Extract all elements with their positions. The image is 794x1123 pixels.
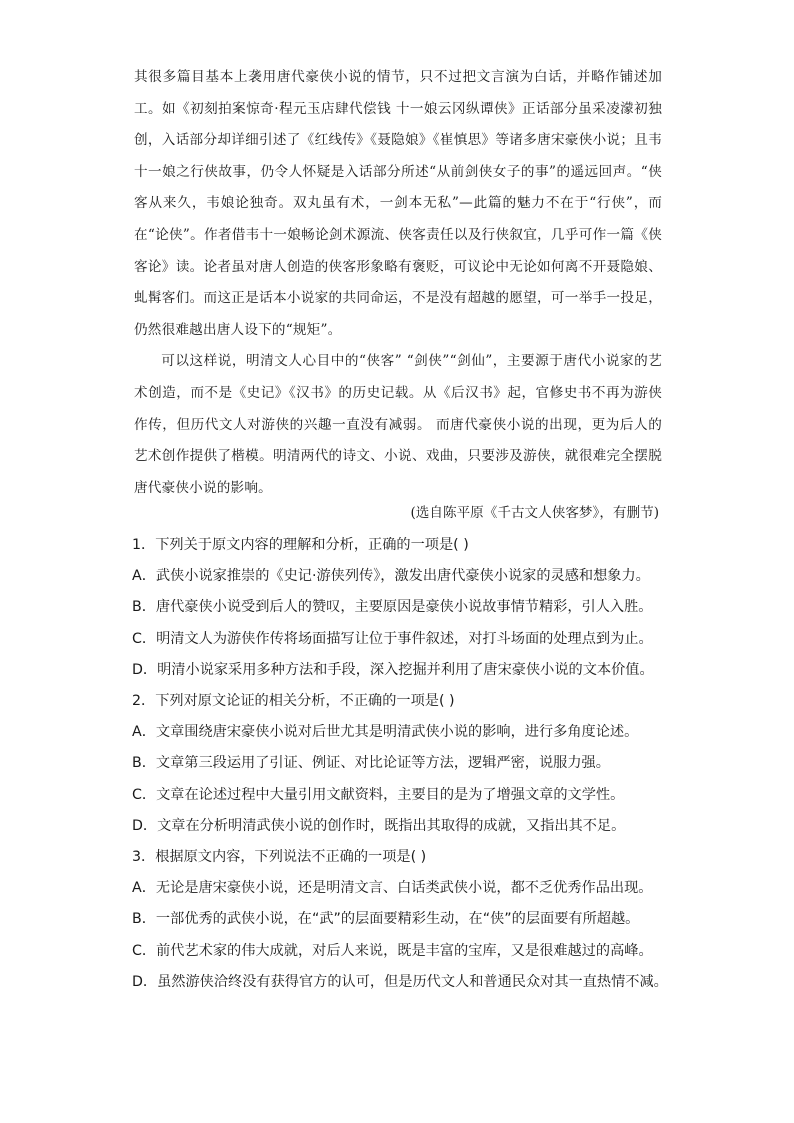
answer-option[interactable]: D．虽然游侠洽终没有获得官方的认可，但是历代文人和普通民众对其一直热情不减。 — [132, 973, 668, 990]
answer-option[interactable]: B．唐代豪侠小说受到后人的赞叹，主要原因是豪侠小说故事情节精彩，引人入胜。 — [132, 599, 653, 616]
question-list — [132, 530, 672, 998]
answer-option[interactable]: A．武侠小说家推崇的《史记·游侠列传》，激发出唐代豪侠小说家的灵感和想象力。 — [132, 568, 650, 585]
question-stem: 3．根据原文内容，下列说法不正确的一项是( ) — [132, 849, 427, 866]
passage-source: (选自陈平原《千古文人侠客梦》，有删节) — [410, 505, 659, 521]
answer-option[interactable]: C．文章在论述过程中大量引用文献资料，主要目的是为了增强文章的文学性。 — [132, 786, 625, 803]
answer-option[interactable]: D．明清小说家采用多种方法和手段，深入挖掘并利用了唐宋豪侠小说的文本价值。 — [132, 661, 654, 678]
answer-option[interactable]: A．文章围绕唐宋豪侠小说对后世尤其是明清武侠小说的影响，进行多角度论述。 — [132, 724, 639, 741]
question-block — [132, 686, 672, 842]
answer-option[interactable]: C．明清文人为游侠作传将场面描写让位于事件叙述，对打斗场面的处理点到为止。 — [132, 630, 653, 647]
question-stem: 1．下列关于原文内容的理解和分析，正确的一项是( ) — [132, 537, 469, 553]
answer-option[interactable]: A．无论是唐宋豪侠小说，还是明清文言、白话类武侠小说，都不乏优秀作品出现。 — [132, 880, 653, 897]
answer-option[interactable]: D．文章在分析明清武侠小说的创作时，既指出其取得的成就，又指出其不足。 — [132, 817, 626, 834]
answer-option[interactable]: C．前代艺术家的伟大成就，对后人来说，既是丰富的宝库，又是很难越过的高峰。 — [132, 942, 653, 959]
question-block — [132, 530, 672, 686]
reading-passage — [134, 62, 662, 504]
passage-paragraph: 其很多篇目基本上袭用唐代豪侠小说的情节，只不过把文言演为白话，并略作铺述加工。如《初刻拍案惊奇·程元玉店肆代偿钱 十一娘云冈纵谭侠》正话部分虽采凌濛初独创，入话部分却详细引述了《红线传》《聂隐娘》《崔慎思》等诸多唐宋豪侠小说；且韦十一娘之行侠故事，仍令人怀疑是入话部分所述“从前剑侠女子的事”的遥远回声。“侠客从来久，韦娘论独奇。双丸虽有术，一剑本无私”—此篇的魅力不在于“行侠”，而在“论侠”。作者借韦十一娘畅论剑术源流、侠客责任以及行侠叙宜，几乎可作一篇《侠客论》读。论者虽对唐人创造的侠客形象略有褒贬，可议论中无论如何离不开聂隐娘、虬髯客们。而这正是话本小说家的共同命运，不是没有超越的愿望，可一举手一投足，仍然很难越出唐人设下的“规矩”。 — [134, 69, 662, 338]
answer-option[interactable]: B．文章第三段运用了引证、例证、对比论证等方法，逻辑严密，说服力强。 — [132, 755, 610, 772]
passage-paragraph: 可以这样说，明清文人心目中的“侠客” “剑侠”“剑仙”，主要源于唐代小说家的艺术创造，而不是《史记》《汉书》的历史记载。从《后汉书》起，官修史书不再为游侠作传，但历代文人对游侠的兴趣一直没有减弱。 而唐代豪侠小说的出现，更为后人的艺术创作提供了楷模。明清两代的诗文、小说、戏曲，只要涉及游侠，就很难完全摆脱唐代豪侠小说的影响。 — [134, 353, 662, 496]
question-block — [132, 842, 672, 998]
question-stem: 2．下列对原文论证的相关分析，不正确的一项是( ) — [132, 693, 455, 710]
answer-option[interactable]: B．一部优秀的武侠小说，在“武”的层面要精彩生动，在“侠”的层面要有所超越。 — [132, 911, 640, 928]
